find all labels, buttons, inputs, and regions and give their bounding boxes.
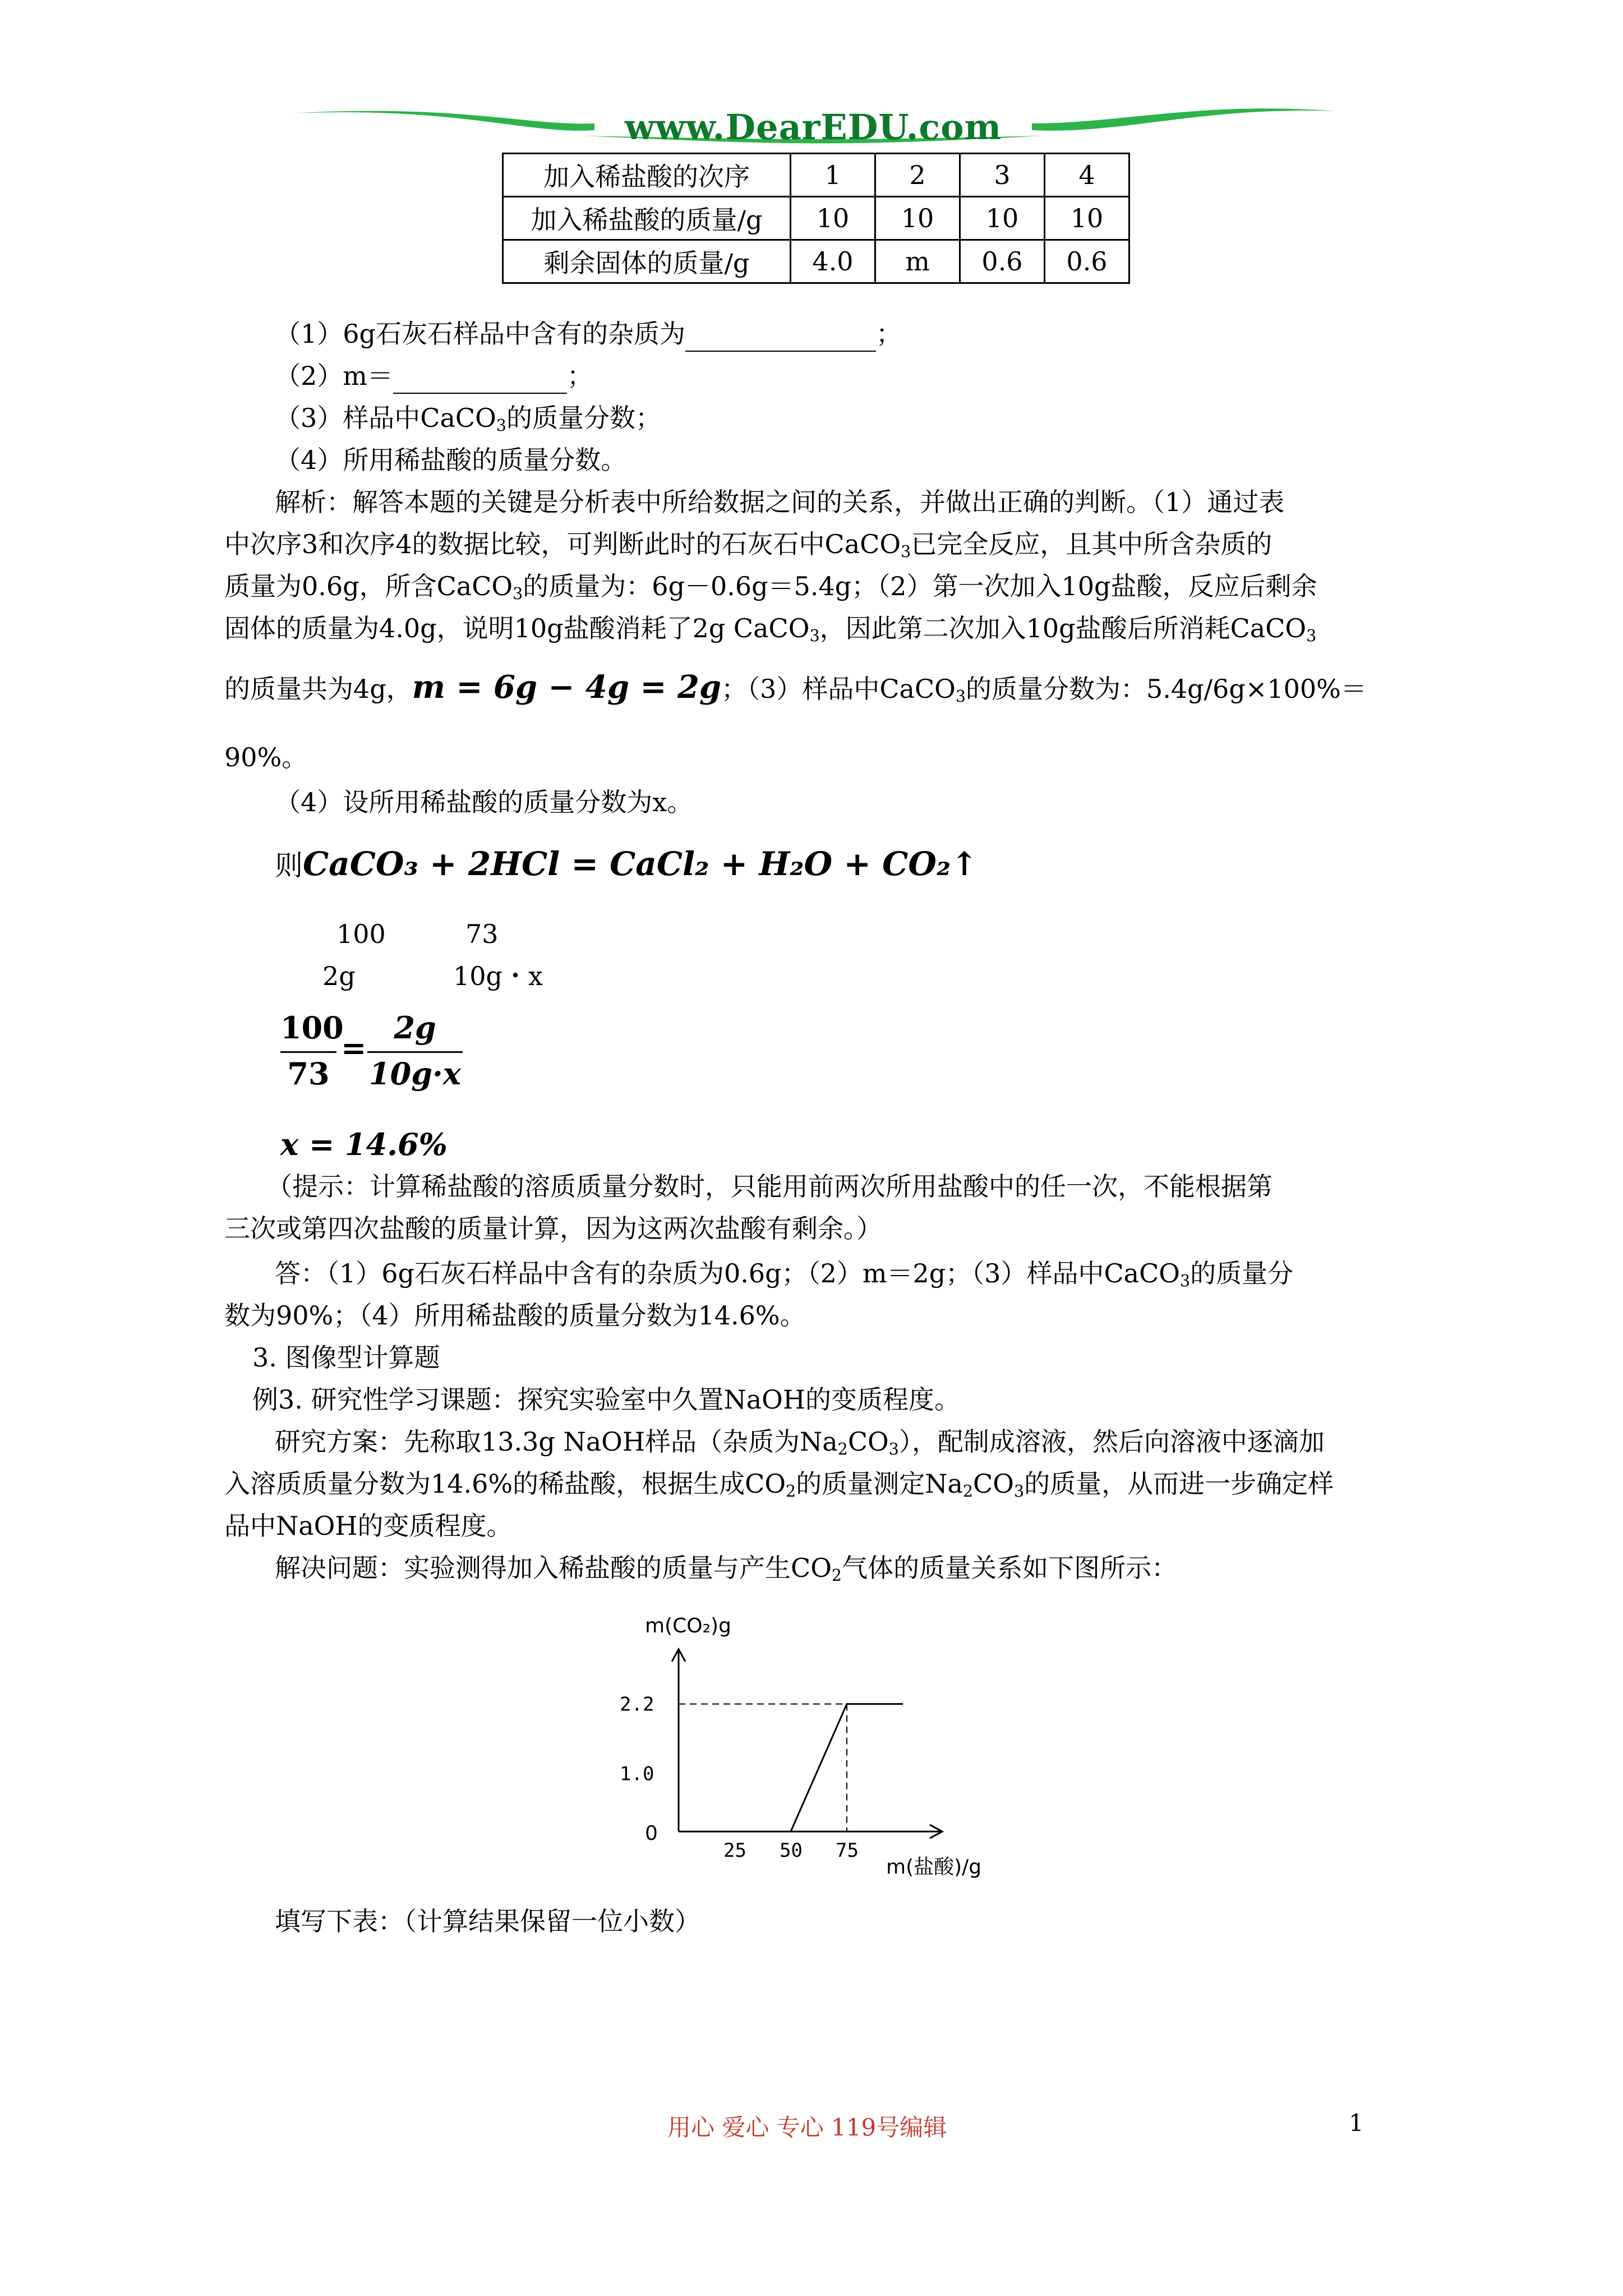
analysis-line: 90%。 [224,742,308,772]
inline-equation: m = 6g − 4g = 2g [412,669,722,706]
y-axis-label: m(CO₂)g [645,1614,731,1637]
question-2: （2）m＝ ； [275,359,593,394]
analysis-line: 固体的质量为4.0g，说明10g盐酸消耗了2g CaCO$_3$，因此第二次加入10g盐酸后所消耗CaCO$_3$ [224,613,1317,646]
table-cell: 10 [791,197,875,240]
analysis-line: 质量为0.6g，所含CaCO$_3$的质量为：6g－0.6g＝5.4g；（2）第一次加入10g盐酸，反应后剩余 [224,571,1317,604]
paragraph-line: 解决问题：实验测得加入稀盐酸的质量与产生$CO_2$气体的质量关系如下图所示： [275,1553,1178,1585]
y-tick-labels [620,1694,654,1786]
hint-line: 三次或第四次盐酸的质量计算，因为这两次盐酸有剩余。） [224,1213,882,1244]
example-title: 例3. 研究性学习课题：探究实验室中久置NaOH的变质程度。 [252,1384,961,1415]
table-cell: m [875,240,960,283]
stoichiometry-row: 10g・x [453,961,543,991]
table-cell: 10 [1045,197,1129,240]
x-tick-label: 50 [780,1839,803,1862]
answer-line: 答：（1）6g石灰石样品中含有的杂质为0.6g；（2）m＝2g；（3）样品中CaCO$_3$的质量分 [275,1258,1294,1291]
table-cell: 10 [875,197,960,240]
answer-blank [685,317,876,352]
guide-lines [679,1704,847,1832]
stoichiometry-row: 2g [322,961,356,991]
hint-line: （提示：计算稀盐酸的溶质质量分数时，只能用前两次所用盐酸中的任一次，不能根据第 [266,1171,1272,1202]
analysis-line: 的质量共为4g，m = 6g − 4g = 2g；（3）样品中CaCO$_3$的质量分数为：5.4g/6g×100%＝ [224,669,1367,706]
co2-mass-chart [606,1610,1032,1879]
analysis-line: （4）设所用稀盐酸的质量分数为x。 [275,787,693,817]
table-cell: 4.0 [791,240,875,283]
origin-label: 0 [645,1822,658,1845]
analysis-line: 中次序3和次序4的数据比较，可判断此时的石灰石中CaCO$_3$已完全反应，且其中所含杂质的 [224,529,1272,562]
table-cell: 2 [875,154,960,197]
x-tick-label: 25 [723,1839,746,1862]
paragraph-line: 入溶质质量分数为14.6%的稀盐酸，根据生成$CO_2$的质量测定$Na_2CO_3$的质量，从而进一步确定样 [224,1469,1334,1501]
table-row [503,154,1129,197]
result-equation: x = 14.6% [280,1126,448,1162]
table-row [503,240,1129,283]
page-number: 1 [1349,2109,1364,2137]
analysis-line: 解析：解答本题的关键是分析表中所给数据之间的关系，并做出正确的判断。（1）通过表 [275,487,1285,517]
table-cell: 3 [960,154,1045,197]
chart-series [791,1704,903,1832]
answer-blank [393,359,567,394]
site-logo-text: www.DearEDU.com [624,107,1002,148]
y-tick-label: 2.2 [620,1693,654,1716]
section-title: 3. 图像型计算题 [252,1342,440,1373]
paragraph-line: 研究方案：先称取13.3g NaOH样品（杂质为$Na_2CO_3$），配制成溶液，然后向溶液中逐滴加 [275,1427,1325,1459]
table-cell: 10 [960,197,1045,240]
instruction-line: 填写下表：（计算结果保留一位小数） [275,1906,700,1936]
stoichiometry-row: 73 [465,919,499,949]
table-cell: 0.6 [1045,240,1129,283]
chart-axes [672,1649,942,1838]
table-cell: 4 [1045,154,1129,197]
y-tick-label: 1.0 [620,1763,654,1786]
stoichiometry-row: 100 [336,919,386,949]
series-line [791,1704,903,1832]
x-tick-label: 75 [836,1839,859,1862]
x-axis-label: m(盐酸)/g [886,1856,982,1879]
paragraph-line: 品中NaOH的变质程度。 [224,1511,513,1541]
table-cell: 加入稀盐酸的次序 [503,154,791,197]
table-row [503,197,1129,240]
data-table [502,153,1130,284]
table-cell: 加入稀盐酸的质量/g [503,197,791,240]
answer-line: 数为90%；（4）所用稀盐酸的质量分数为14.6%。 [224,1300,806,1331]
table-cell: 1 [791,154,875,197]
table-cell: 0.6 [960,240,1045,283]
footer-text: 用心 爱心 专心 119号编辑 [667,2114,947,2141]
question-3: （3）样品中CaCO$_3$的质量分数； [275,403,661,435]
question-1: （1）6g石灰石样品中含有的杂质为 ； [275,317,902,352]
question-4: （4）所用稀盐酸的质量分数。 [275,445,627,475]
chemical-equation: 则CaCO₃ + 2HCl = CaCl₂ + H₂O + CO₂↑ [275,845,978,883]
x-tick-labels [723,1839,859,1862]
table-cell: 剩余固体的质量/g [503,240,791,283]
